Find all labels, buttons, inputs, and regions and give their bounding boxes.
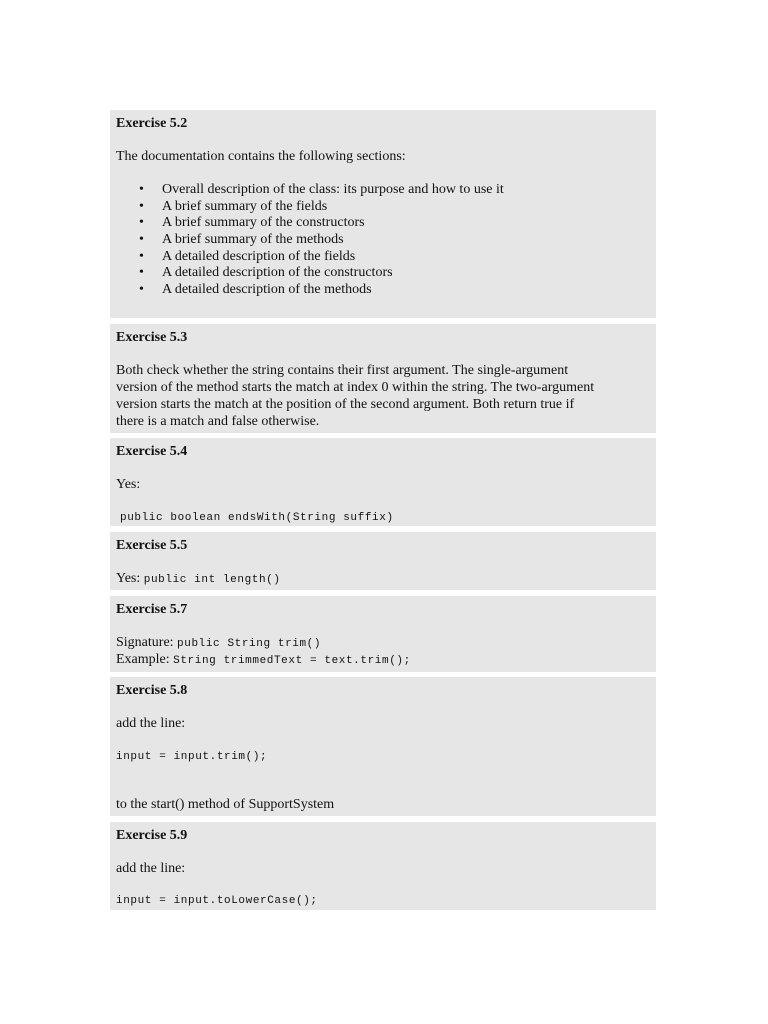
code-inline: String trimmedText = text.trim();	[173, 655, 411, 667]
bullet-icon: •	[139, 182, 144, 197]
paragraph-line: Both check whether the string contains their first argument. The single-argument	[116, 363, 569, 378]
exercise-5-2-block	[110, 110, 656, 318]
code-line: public boolean endsWith(String suffix)	[120, 512, 394, 524]
exercise-5-3-block	[110, 324, 656, 433]
list-item-text: Overall description of the class: its purpose and how to use it	[162, 182, 504, 197]
exercise-title: Exercise 5.3	[116, 330, 188, 345]
exercise-5-9-block	[110, 822, 656, 910]
bullet-icon: •	[139, 198, 144, 214]
exercise-5-4-block	[110, 438, 656, 526]
bullet-icon: •	[139, 282, 144, 298]
code-inline: public int length()	[143, 574, 281, 586]
paragraph: to the start() method of SupportSystem	[116, 797, 335, 812]
bullet-icon: •	[139, 248, 144, 264]
exercise-title: Exercise 5.7	[116, 602, 188, 617]
exercise-title: Exercise 5.9	[116, 828, 188, 843]
code-line: input = input.trim();	[116, 751, 268, 763]
paragraph: add the line:	[116, 861, 186, 876]
list-item	[116, 264, 646, 281]
code-inline: public String trim()	[177, 638, 322, 650]
bullet-icon: •	[139, 215, 144, 231]
paragraph	[116, 362, 656, 430]
example-label: Example:	[116, 652, 170, 667]
answer-text: Yes:	[116, 477, 141, 492]
sections-list	[116, 181, 646, 298]
answer-text: Yes:	[116, 571, 141, 586]
exercise-5-8-block	[110, 677, 656, 816]
paragraph: add the line:	[116, 716, 186, 731]
list-item-text: A brief summary of the constructors	[162, 215, 365, 231]
exercise-title: Exercise 5.2	[116, 116, 188, 131]
list-item	[116, 181, 646, 198]
paragraph-line: version starts the match at the position of the second argument. Both return true if	[116, 397, 575, 412]
exercise-title: Exercise 5.8	[116, 683, 188, 698]
signature-label: Signature:	[116, 635, 174, 650]
list-item	[116, 248, 646, 265]
answer-line	[116, 570, 281, 589]
exercise-5-5-block	[110, 532, 656, 590]
list-item-text: A brief summary of the fields	[162, 198, 328, 214]
list-item	[116, 231, 646, 248]
paragraph: The documentation contains the following sections:	[116, 149, 406, 164]
list-item-text: A detailed description of the constructors	[162, 265, 393, 281]
exercise-title: Exercise 5.5	[116, 538, 188, 553]
exercise-5-7-block	[110, 596, 656, 672]
list-item-text: A detailed description of the methods	[162, 282, 372, 298]
list-item-text: A brief summary of the methods	[162, 232, 344, 248]
paragraph-line: there is a match and false otherwise.	[116, 414, 320, 429]
list-item	[116, 198, 646, 215]
code-line: input = input.toLowerCase();	[116, 895, 318, 907]
exercise-title: Exercise 5.4	[116, 444, 188, 459]
bullet-icon: •	[139, 265, 144, 281]
list-item	[116, 281, 646, 298]
example-line	[116, 651, 411, 670]
list-item	[116, 214, 646, 231]
bullet-icon: •	[139, 232, 144, 248]
list-item-text: A detailed description of the fields	[162, 248, 356, 264]
paragraph-line: version of the method starts the match at index 0 within the string. The two-argument	[116, 380, 595, 395]
